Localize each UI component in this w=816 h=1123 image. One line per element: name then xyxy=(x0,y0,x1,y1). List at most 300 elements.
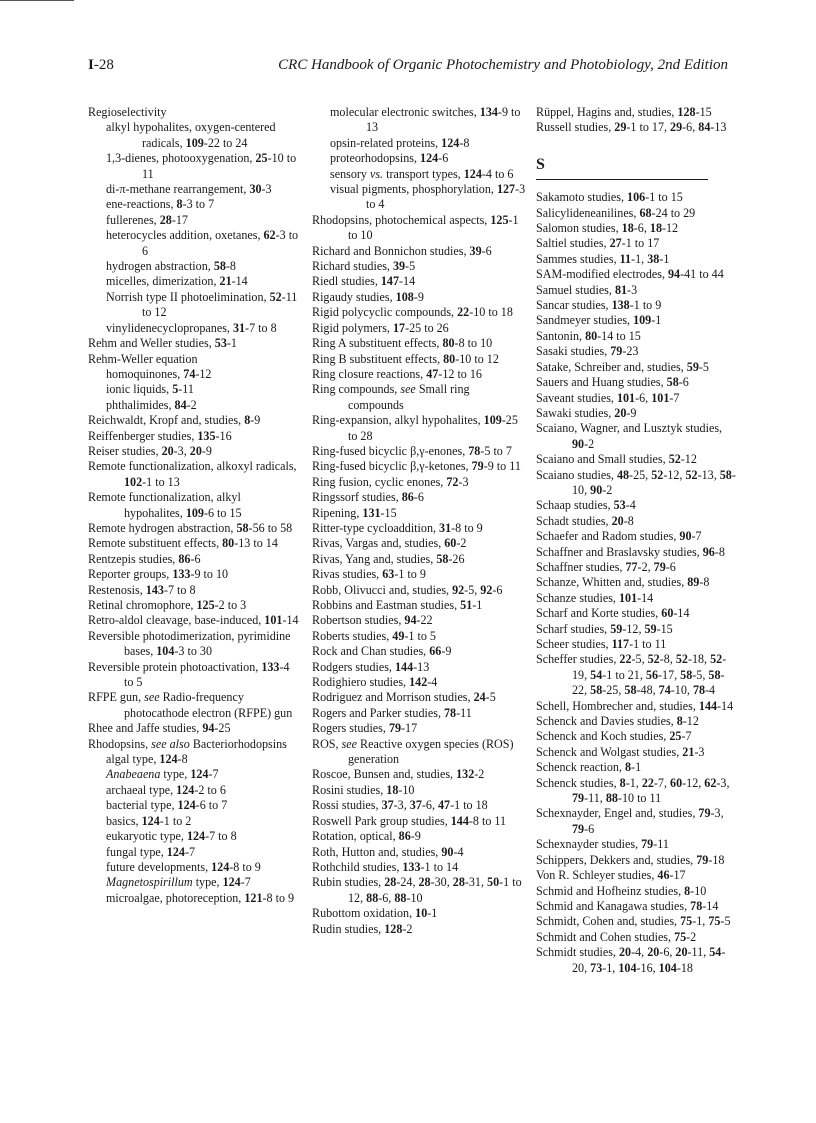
index-entry xyxy=(536,637,736,652)
entry-text: Schmid and Kanagawa studies, xyxy=(536,898,691,913)
entry-text: Retro-aldol cleavage, base-induced, xyxy=(88,613,265,628)
index-entry xyxy=(312,382,526,413)
page-reference: 86 xyxy=(178,551,191,566)
entry-text: microalgae, photoreception, xyxy=(106,890,245,905)
page-reference: 78 xyxy=(444,705,457,720)
entry-text: Ring-fused bicyclic β,γ-enones, xyxy=(312,443,469,458)
entry-text: -1 xyxy=(631,760,642,775)
entry-text: -5, xyxy=(631,652,648,667)
index-entry xyxy=(88,660,300,691)
index-entry xyxy=(312,922,526,937)
index-entry xyxy=(536,837,736,852)
entry-text: Norrish type II photoelimination, xyxy=(106,289,270,304)
page-reference: 28 xyxy=(418,875,431,890)
entry-text: Schmidt and Cohen studies, xyxy=(536,929,675,944)
index-subentry xyxy=(88,783,300,798)
index-entry xyxy=(312,536,526,551)
entry-text: -2, xyxy=(637,559,654,574)
page-reference: 86 xyxy=(401,490,414,505)
entry-text: -1 to 9 xyxy=(629,298,662,313)
page-reference: 47 xyxy=(438,798,451,813)
entry-text: Rubottom oxidation, xyxy=(312,906,416,921)
entry-text: -15 xyxy=(656,621,673,636)
entry-text: -25 xyxy=(214,721,231,736)
entry-text: -1, xyxy=(625,775,642,790)
entry-text: Samuel studies, xyxy=(536,282,615,297)
index-entry xyxy=(312,521,526,536)
entry-text: -1 to 14 xyxy=(420,859,459,874)
entry-text: Remote substituent effects, xyxy=(88,536,223,551)
page-reference: 132 xyxy=(456,767,475,782)
index-entry xyxy=(312,583,526,598)
index-entry xyxy=(312,767,526,782)
entry-text: Scheer studies, xyxy=(536,637,612,651)
page-reference: 128 xyxy=(677,105,696,119)
page-reference: 60 xyxy=(661,606,674,621)
entry-text: -1 to 17 xyxy=(621,236,660,251)
entry-text: Schanze studies, xyxy=(536,590,619,605)
entry-text: -11 to 12 xyxy=(142,289,298,320)
entry-text: -10 to 18 xyxy=(469,305,513,320)
index-entry xyxy=(536,252,736,267)
entry-text: -15 xyxy=(380,505,397,520)
index-entry xyxy=(536,452,736,467)
entry-text: 1,3-dienes, photooxygenation, xyxy=(106,151,256,166)
entry-text: molecular electronic switches, xyxy=(330,105,480,119)
index-subentry xyxy=(88,151,300,182)
entry-text: Rubin studies, xyxy=(312,875,385,890)
page-reference: 90 xyxy=(441,844,454,859)
entry-text: Rhee and Jaffe studies, xyxy=(88,721,203,736)
entry-text: Rigid polycyclic compounds, xyxy=(312,305,458,320)
entry-text: fullerenes, xyxy=(106,212,160,227)
entry-text: -9 to 11 xyxy=(483,459,521,474)
entry-text: Ring B substituent effects, xyxy=(312,351,444,366)
entry-text: Sandmeyer studies, xyxy=(536,313,634,328)
index-entry xyxy=(312,875,526,906)
entry-text: ionic liquids, xyxy=(106,382,173,397)
page-reference: 106 xyxy=(627,190,646,205)
index-entry xyxy=(536,221,736,236)
entry-text: Rogers studies, xyxy=(312,721,389,736)
page-reference: 124 xyxy=(186,829,206,844)
index-entry xyxy=(536,591,736,606)
entry-text: -3 xyxy=(458,474,469,489)
entry-text: Ring compounds, xyxy=(312,382,401,397)
entry-text: Radio-frequency photocathode electron (RFPE) gun xyxy=(124,690,293,720)
entry-text: -17 xyxy=(171,212,188,227)
index-entry xyxy=(536,514,736,529)
index-entry xyxy=(312,552,526,567)
entry-text: -31, xyxy=(464,875,488,890)
index-entry xyxy=(88,413,300,428)
index-column-1 xyxy=(88,105,300,906)
index-entry xyxy=(536,806,736,837)
index-entry xyxy=(88,536,300,551)
entry-text: algal type, xyxy=(106,752,160,767)
index-subentry xyxy=(88,321,300,336)
entry-text: Schadt studies, xyxy=(536,513,612,528)
entry-text: Rhodopsins, xyxy=(88,736,152,751)
entry-text: -2 xyxy=(584,436,595,451)
index-entry xyxy=(536,529,736,544)
entry-text: -8 xyxy=(714,544,725,559)
entry-text: -9 xyxy=(441,644,452,659)
entry-text: type, xyxy=(192,875,223,890)
entry-text: Von R. Schleyer studies, xyxy=(536,868,658,883)
entry-text: -1 to 12, xyxy=(348,875,522,905)
entry-text: SAM-modified electrodes, xyxy=(536,267,668,282)
index-entry xyxy=(536,391,736,406)
page-reference: 128 xyxy=(384,921,403,936)
entry-text: Ring closure reactions, xyxy=(312,366,427,381)
entry-text: -6, xyxy=(633,221,650,236)
page-reference: 29 xyxy=(670,120,683,135)
index-entry xyxy=(312,475,526,490)
entry-text: -16 xyxy=(215,428,232,443)
page-reference: 62 xyxy=(263,228,276,243)
page-reference: 74 xyxy=(658,683,671,698)
entry-text: -7 xyxy=(184,844,196,859)
entry-text: Schenck and Wolgast studies, xyxy=(536,744,683,759)
page-reference: 108 xyxy=(395,289,414,304)
index-entry xyxy=(312,352,526,367)
entry-text: Ring A substituent effects, xyxy=(312,336,443,351)
entry-text: sensory xyxy=(330,166,370,181)
page-reference: 88 xyxy=(605,791,618,806)
entry-text: Rentzepis studies, xyxy=(88,551,179,566)
entry-text: Russell studies, xyxy=(536,120,615,135)
page-reference: 109 xyxy=(185,135,204,150)
index-entry xyxy=(312,274,526,289)
index-subentry xyxy=(312,182,526,213)
entry-text: -1 to 11 xyxy=(629,637,667,651)
entry-text: -2 xyxy=(456,536,467,551)
entry-text: -13 xyxy=(413,659,430,674)
page-reference: 135 xyxy=(197,428,216,443)
index-entry xyxy=(312,459,526,474)
entry-text: -1 xyxy=(427,906,438,921)
page-reference: 25 xyxy=(669,729,682,744)
page-reference: 124 xyxy=(222,875,241,890)
page-reference: 60 xyxy=(444,536,457,551)
corner-rule xyxy=(0,0,74,1)
entry-text: basics, xyxy=(106,813,142,828)
entry-text: -25 to 28 xyxy=(348,413,518,443)
italic-text: see xyxy=(341,736,358,751)
entry-text: -6, xyxy=(682,120,699,135)
entry-text: -22 to 24 xyxy=(203,135,248,150)
page-reference: 51 xyxy=(460,598,473,612)
entry-text: -3, xyxy=(710,806,724,821)
entry-text: Ripening, xyxy=(312,505,363,520)
index-subentry xyxy=(88,398,300,413)
index-subentry xyxy=(88,382,300,397)
page-reference: 29 xyxy=(614,120,627,135)
page-reference: 131 xyxy=(362,505,381,520)
page-reference: 78 xyxy=(468,443,481,458)
index-entry xyxy=(312,629,526,644)
page-reference: 8 xyxy=(684,883,691,898)
index-entry xyxy=(88,598,300,613)
entry-text: Schmidt, Cohen and, studies, xyxy=(536,914,681,929)
entry-text: Rehm-Weller equation xyxy=(88,351,198,366)
page-reference: 79 xyxy=(471,459,484,474)
entry-text: -9 to 13 xyxy=(366,105,521,135)
page-reference: 54 xyxy=(709,945,722,960)
index-entry xyxy=(312,721,526,736)
page-reference: 60 xyxy=(670,775,683,790)
entry-text: -3, xyxy=(173,443,190,458)
entry-text: -7 xyxy=(208,767,219,782)
entry-text: Rothchild studies, xyxy=(312,859,403,874)
index-entry xyxy=(536,606,736,621)
entry-text: Sasaki studies, xyxy=(536,344,611,359)
page-reference: 17 xyxy=(392,320,406,335)
index-entry xyxy=(88,690,300,721)
page-reference: 5 xyxy=(172,382,179,397)
entry-text: Sancar studies, xyxy=(536,298,612,313)
index-entry xyxy=(88,737,300,752)
index-entry xyxy=(536,776,736,807)
entry-text: Reiffenberger studies, xyxy=(88,428,198,443)
italic-text: see also xyxy=(151,736,190,751)
index-entry xyxy=(536,267,736,282)
entry-text: Richard studies, xyxy=(312,259,393,274)
entry-text: Robbins and Eastman studies, xyxy=(312,598,461,612)
index-subentry xyxy=(88,120,300,151)
page-reference: 58 xyxy=(680,667,693,682)
page-reference: 28 xyxy=(452,875,465,890)
page-reference: 8 xyxy=(244,413,251,428)
entry-text: -10 to 11 xyxy=(142,151,297,181)
entry-text: Roswell Park group studies, xyxy=(312,813,451,828)
index-entry xyxy=(312,706,526,721)
entry-text: -3, xyxy=(716,775,730,790)
entry-text: -7 xyxy=(691,529,702,544)
page-reference: 21 xyxy=(219,274,232,289)
index-entry xyxy=(312,737,526,768)
index-entry xyxy=(312,244,526,259)
entry-text: -17 xyxy=(401,721,418,736)
page-reference: 92 xyxy=(452,582,465,597)
page-reference: 28 xyxy=(384,875,397,890)
index-entry xyxy=(88,552,300,567)
page-reference: 90 xyxy=(572,436,585,451)
entry-text: -2 to 6 xyxy=(194,782,226,797)
page-reference: 86 xyxy=(398,829,411,844)
index-entry xyxy=(536,120,736,135)
entry-text: -6 to 15 xyxy=(203,505,242,520)
page-reference: 117 xyxy=(611,637,630,651)
italic-text: see xyxy=(144,690,160,705)
page-reference: 59 xyxy=(644,621,657,636)
page-reference: 101 xyxy=(616,390,636,405)
index-entry xyxy=(536,575,736,590)
index-entry xyxy=(312,845,526,860)
entry-text: Rock and Chan studies, xyxy=(312,644,430,659)
page-reference: 138 xyxy=(611,298,630,313)
index-entry xyxy=(536,344,736,359)
entry-text: -7 xyxy=(669,390,680,405)
index-entry xyxy=(312,906,526,921)
page-reference: 20 xyxy=(647,945,660,960)
page-reference: 59 xyxy=(686,359,699,374)
page-reference: 59 xyxy=(610,621,623,636)
index-entry xyxy=(536,105,736,120)
page-reference: 79 xyxy=(572,791,585,806)
entry-text: -8 xyxy=(225,259,236,274)
page-reference: 37 xyxy=(409,798,422,813)
entry-text: fungal type, xyxy=(106,844,167,859)
entry-text: -6, xyxy=(659,945,676,960)
page-reference: 49 xyxy=(392,628,405,643)
page-reference: 54 xyxy=(590,667,603,682)
page-reference: 18 xyxy=(386,782,399,797)
index-subentry xyxy=(88,752,300,767)
page-reference: 52 xyxy=(651,467,664,482)
entry-text: Rodgers studies, xyxy=(312,659,395,674)
entry-text: -22, xyxy=(572,667,725,698)
entry-text: Bacteriorhodopsins xyxy=(189,736,287,751)
page-reference: 20 xyxy=(161,443,174,458)
page-reference: 89 xyxy=(687,575,700,590)
entry-text: Schippers, Dekkers and, studies, xyxy=(536,852,697,867)
entry-text: Rhodopsins, photochemical aspects, xyxy=(312,212,491,227)
page-reference: 80 xyxy=(585,328,598,343)
page-reference: 58 xyxy=(666,375,679,390)
index-entry xyxy=(88,629,300,660)
index-entry xyxy=(88,336,300,351)
entry-text: -14 xyxy=(399,274,416,289)
italic-text: Anabeaena xyxy=(106,767,161,782)
page-reference: 80 xyxy=(442,336,455,351)
index-entry xyxy=(536,329,736,344)
entry-text: Scaiano and Small studies, xyxy=(536,452,669,467)
entry-text: Rivas, Yang and, studies, xyxy=(312,551,437,566)
page-reference: 22 xyxy=(457,305,470,320)
page-reference: 28 xyxy=(159,212,172,227)
page-reference: 88 xyxy=(394,890,407,905)
entry-text: Reichwaldt, Kropf and, studies, xyxy=(88,413,245,428)
page-reference: 79 xyxy=(698,806,711,821)
index-subentry xyxy=(312,105,526,136)
page-reference: 52 xyxy=(685,467,698,482)
page-reference: 52 xyxy=(675,652,688,667)
page-reference: 133 xyxy=(172,567,191,582)
entry-text: -11 xyxy=(178,382,194,397)
page-reference: 52 xyxy=(710,652,723,667)
page-reference: 90 xyxy=(590,482,603,497)
page-reference: 90 xyxy=(679,529,692,544)
page-reference: 22 xyxy=(641,775,654,790)
entry-text: Scaiano, Wagner, and Lusztyk studies, xyxy=(536,421,723,436)
index-subentry xyxy=(88,290,300,321)
index-subentry xyxy=(88,891,300,906)
entry-text: -1 xyxy=(226,336,237,351)
index-entry xyxy=(536,930,736,945)
index-column-3 xyxy=(536,105,736,976)
page-reference: 79 xyxy=(653,559,666,574)
page-reference: 124 xyxy=(176,782,195,797)
index-subentry xyxy=(88,798,300,813)
page-reference: 30 xyxy=(249,182,262,197)
entry-text: Rüppel, Hagins and, studies, xyxy=(536,105,678,119)
entry-text: Reiser studies, xyxy=(88,443,162,458)
page-reference: 56 xyxy=(645,667,658,682)
entry-text: -8 to 9 xyxy=(229,859,261,874)
entry-text: proteorhodopsins, xyxy=(330,151,421,166)
entry-text: opsin-related proteins, xyxy=(330,135,442,150)
page-reference: 31 xyxy=(439,520,452,535)
index-entry xyxy=(88,567,300,582)
index-entry xyxy=(536,283,736,298)
index-entry xyxy=(536,914,736,929)
entry-text: -56 to 58 xyxy=(248,520,293,535)
entry-text: Schmid and Hofheinz studies, xyxy=(536,883,685,898)
entry-text: -14 xyxy=(702,898,719,913)
entry-text: -8 xyxy=(177,752,188,767)
index-subentry xyxy=(312,151,526,166)
entry-text: future developments, xyxy=(106,859,212,874)
entry-text: -1, xyxy=(631,251,648,266)
index-subentry xyxy=(312,167,526,182)
entry-text: Reversible protein photoactivation, xyxy=(88,659,262,674)
index-entry xyxy=(536,699,736,714)
entry-text: Robertson studies, xyxy=(312,613,405,628)
page-reference: 121 xyxy=(244,890,263,905)
page-reference: 92 xyxy=(480,582,493,597)
entry-text: Salicylideneanilines, xyxy=(536,205,640,220)
entry-text: -1 xyxy=(651,313,662,328)
page-reference: 46 xyxy=(657,868,670,883)
entry-text: -1 to 17, xyxy=(626,120,671,135)
entry-text: Schenck and Davies studies, xyxy=(536,714,677,729)
entry-text: Schaffner and Braslavsky studies, xyxy=(536,544,703,559)
page-reference: 20 xyxy=(675,945,688,960)
page-reference: 39 xyxy=(469,243,482,258)
entry-text: Roberts studies, xyxy=(312,628,393,643)
page-reference: 73 xyxy=(590,960,603,975)
page-reference: 38 xyxy=(647,251,660,266)
entry-text: Scharf and Korte studies, xyxy=(536,606,662,621)
index-subentry xyxy=(88,274,300,289)
page-reference: 125 xyxy=(490,212,509,227)
entry-text: Rosini studies, xyxy=(312,782,387,797)
page-reference: 52 xyxy=(269,289,282,304)
entry-text: -8 to 10 xyxy=(454,336,493,351)
entry-text: homoquinones, xyxy=(106,366,184,381)
entry-text: Riedl studies, xyxy=(312,274,381,289)
page-reference: 8 xyxy=(676,714,683,729)
entry-text: -1 to 10 xyxy=(348,212,519,243)
entry-text: transport types, xyxy=(383,166,464,181)
page-reference: 124 xyxy=(463,166,482,181)
page-reference: 147 xyxy=(380,274,400,289)
entry-text: -2 xyxy=(402,921,413,936)
index-entry xyxy=(312,690,526,705)
entry-text: Rodriguez and Morrison studies, xyxy=(312,690,474,705)
index-entry xyxy=(88,459,300,490)
entry-text: Schenck studies, xyxy=(536,775,620,790)
page-reference: 39 xyxy=(392,259,406,274)
page-reference: 104 xyxy=(156,644,175,659)
index-entry xyxy=(88,444,300,459)
entry-text: -13 to 14 xyxy=(234,536,278,551)
page-reference: 20 xyxy=(614,405,627,420)
entry-text: -17 xyxy=(669,868,686,883)
page-reference: 124 xyxy=(420,151,439,166)
